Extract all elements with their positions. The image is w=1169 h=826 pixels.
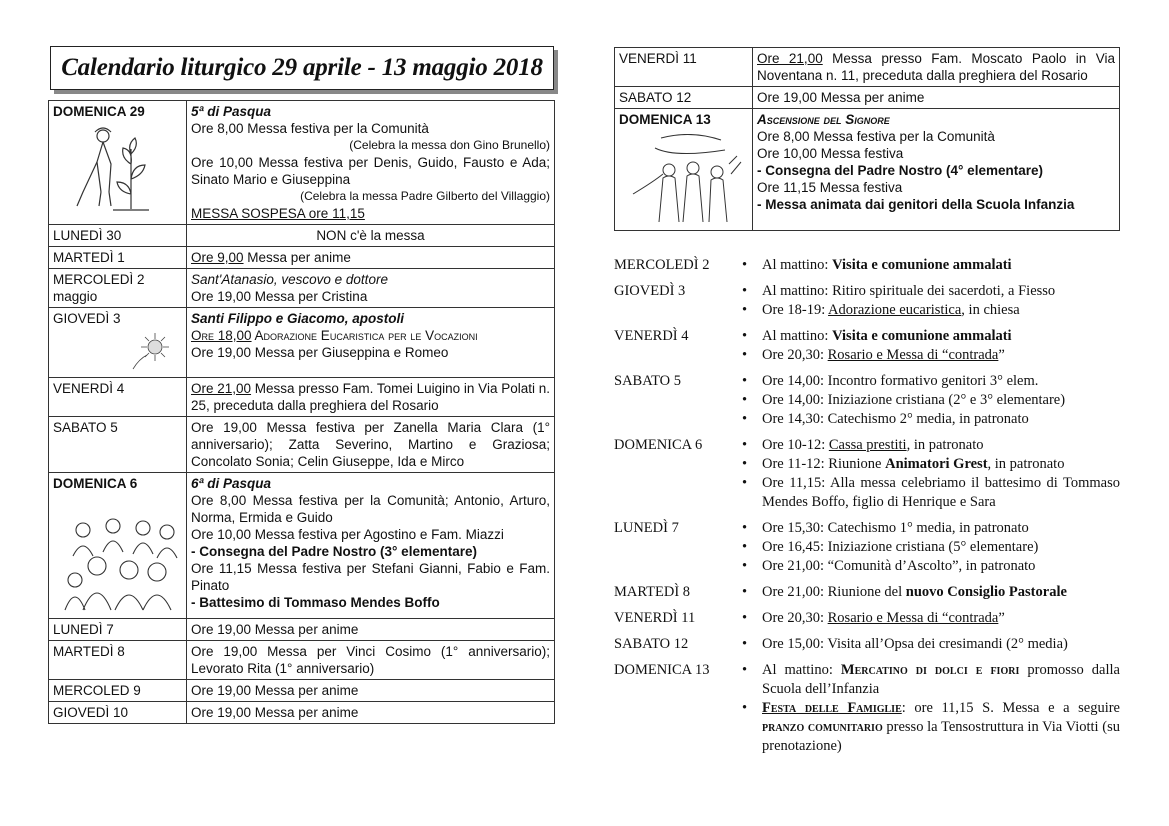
event-bullets [736,372,1120,429]
time-underlined: Ore 18,00 [191,328,252,343]
event-text: Ore 19,00 Messa per Cristina [191,289,368,304]
day-label: VENERDÌ 4 [53,381,125,396]
event-line [191,120,550,137]
event-bullets [736,436,1120,512]
event-line [191,526,550,543]
events-cell [187,269,555,308]
event-day: LUNEDÌ 7 [614,520,679,536]
calendar-row [615,109,1120,231]
event-group [614,583,1120,602]
event-bullets [736,609,1120,628]
event-text: Ascensione del Signore [757,112,890,127]
event-text: Messa presso Fam. Moscato Paolo in Via Noventana n. 11, preceduta dalla preghiera del Rosario [757,51,1115,83]
crowd-illustration [63,516,181,612]
calendar-row [49,473,555,619]
event-item-text: Cassa prestiti [828,437,907,453]
event-group [614,635,1120,654]
event-item-text: ” [998,610,1005,626]
event-line [191,249,550,266]
event-item [736,609,1120,628]
day-cell [49,225,187,247]
event-line [191,682,550,699]
event-item [736,301,1120,320]
time-underlined: Ore 9,00 [191,250,244,265]
day-label: LUNEDÌ 7 [53,622,114,637]
event-text: Messa presso Fam. Tomei Luigino in Via Polati n. 25, preceduta dalla preghiera del Rosario [191,381,550,413]
event-line [757,196,1115,213]
event-line [191,154,550,188]
events-cell [187,641,555,680]
calendar-row [615,87,1120,109]
event-item-text: Ore 20,30: [762,347,828,363]
time-underlined: Ore 21,00 [191,381,252,396]
event-group [614,519,1120,576]
event-item-text: pranzo comunitario [762,719,883,735]
event-item [736,455,1120,474]
event-day: GIOVEDÌ 3 [614,283,686,299]
event-line [757,89,1115,106]
event-group [614,436,1120,512]
event-text: Ore 19,00 Messa per anime [191,705,359,720]
event-item-text: Al mattino: [762,257,833,273]
event-item-text: Adorazione eucaristica [828,302,962,318]
events-cell [187,417,555,473]
calendar-row [49,308,555,378]
day-label: LUNEDÌ 30 [53,228,122,243]
event-line [191,288,550,305]
event-text: Ore 10,00 Messa festiva per Denis, Guido, Fausto e Ada; Sinato Mario e Giuseppina [191,155,550,187]
event-group [614,282,1120,320]
event-item [736,436,1120,455]
event-text: - Consegna del Padre Nostro (4° elementare) [757,163,1043,178]
events-list [614,256,1120,763]
events-cell [187,702,555,724]
illustration [129,329,182,375]
event-line [191,327,550,344]
event-item-text: Rosario e Messa di “contrada [827,347,999,363]
day-label: DOMENICA 13 [619,112,711,127]
events-cell [187,473,555,619]
right-calendar-table [614,47,1120,231]
day-cell [615,87,753,109]
events-cell [187,308,555,378]
event-text: Santi Filippo e Giacomo, apostoli [191,311,405,326]
event-group [614,661,1120,756]
calendar-row [49,702,555,724]
event-item [736,391,1120,410]
event-item-text: Ore 16,45: Iniziazione cristiana (5° elementare) [762,539,1039,555]
event-item [736,346,1120,365]
event-text: Ore 10,00 Messa festiva per Agostino e Fam. Miazzi [191,527,504,542]
event-item-text: Ore 21,00: Riunione del [762,584,906,600]
day-label: MARTEDÌ 8 [53,644,125,659]
event-item [736,699,1120,756]
event-item-text: Ore 15,30: Catechismo 1° media, in patronato [762,520,1029,536]
event-item-text: Ore 21,00: “Comunità d’Ascolto”, in patronato [762,558,1036,574]
day-cell [49,641,187,680]
event-text: (Celebra la messa Padre Gilberto del Villaggio) [300,189,550,203]
day-label: DOMENICA 29 [53,104,145,119]
calendar-row [49,641,555,680]
event-text: Ore 11,15 Messa festiva per Stefani Gianni, Fabio e Fam. Pinato [191,561,550,593]
event-item [736,583,1120,602]
event-item-text: Festa delle Famiglie [762,700,902,716]
event-group [614,256,1120,275]
day-label: GIOVEDÌ 10 [53,705,129,720]
event-item-text: Ore 11,15: Alla messa celebriamo il battesimo di Tommaso Mendes Boffo, figlio di Henrique e Sara [762,475,1120,510]
day-cell [49,473,187,619]
event-item-text: Visita e comunione ammalati [832,328,1012,344]
day-label: DOMENICA 6 [53,476,138,491]
event-day: DOMENICA 6 [614,437,703,453]
event-group [614,609,1120,628]
event-line [757,128,1115,145]
event-line [191,137,550,154]
calendar-row [49,247,555,269]
day-label: MERCOLED 9 [53,683,141,698]
event-item-text: Animatori Grest [885,456,988,472]
event-item [736,538,1120,557]
event-item-text: , in patronato [906,437,984,453]
event-text: Ore 19,00 Messa per anime [191,683,359,698]
event-line [191,543,550,560]
events-cell [187,619,555,641]
event-item [736,372,1120,391]
event-item [736,474,1120,512]
event-line [191,188,550,205]
event-line [191,560,550,594]
events-cell [187,101,555,225]
event-line [191,594,550,611]
event-bullets [736,635,1120,654]
event-line [191,380,550,414]
event-day: MERCOLEDÌ 2 [614,257,710,273]
event-item-text: ” [998,347,1005,363]
event-item [736,282,1120,301]
event-item [736,256,1120,275]
event-bullets [736,661,1120,756]
events-cell [753,48,1120,87]
event-text: Sant'Atanasio, vescovo e dottore [191,272,388,287]
event-item-text: Ore 15,00: Visita all’Opsa dei cresimandi (2° media) [762,636,1068,652]
event-text: Ore 19,00 Messa per Vinci Cosimo (1° anniversario); Levorato Rita (1° anniversario) [191,644,550,676]
event-item [736,327,1120,346]
event-line [757,50,1115,84]
event-item-text: Al mattino: Ritiro spirituale dei sacerdoti, a Fiesso [762,283,1056,299]
event-bullets [736,519,1120,576]
event-item-text: : ore 11,15 S. Messa e a seguire [901,700,1120,716]
event-group [614,327,1120,365]
event-bullets [736,583,1120,602]
illustration [63,516,182,616]
event-item-text: Ore 10-12: [762,437,829,453]
event-text: Ore 8,00 Messa festiva per la Comunità; Antonio, Arturo, Norma, Ermida e Guido [191,493,550,525]
day-label: MERCOLEDÌ 2 maggio [53,272,145,304]
event-text: Ore 19,00 Messa per anime [191,622,359,637]
event-item [736,557,1120,576]
day-cell [49,619,187,641]
monstrance-illustration [129,329,171,371]
event-item-text: Mercatino di dolci e fiori [840,662,1020,678]
events-cell [187,225,555,247]
day-cell [49,269,187,308]
left-calendar-table [48,100,555,724]
day-cell [49,101,187,225]
calendar-row [49,417,555,473]
event-item [736,635,1120,654]
day-cell [615,109,753,231]
event-text: (Celebra la messa don Gino Brunello) [349,138,550,152]
calendar-row [49,225,555,247]
calendar-row [49,619,555,641]
event-text: Ore 19,00 Messa festiva per Zanella Maria Clara (1° anniversario); Zatta Severino, Martino e Graziosa; Concolato Sonia; Celin Giuseppe, Ida e Mirco [191,420,550,469]
event-text: Ore 19,00 Messa per Giuseppina e Romeo [191,345,449,360]
event-item-text: Ore 14,00: Incontro formativo genitori 3° elem. [762,373,1039,389]
event-item-text: Ore 18-19: [762,302,829,318]
calendar-row [49,680,555,702]
event-text: MESSA SOSPESA ore 11,15 [191,206,365,221]
event-line [191,492,550,526]
event-line [191,271,550,288]
event-day: SABATO 5 [614,373,682,389]
event-text: Ore 10,00 Messa festiva [757,146,904,161]
event-line [191,704,550,721]
event-item-text: promosso dalla Scuola dell’Infanzia [762,662,1120,697]
event-text: Ore 11,15 Messa festiva [757,180,903,195]
gardener-illustration [73,124,153,214]
event-item [736,661,1120,699]
illustration [73,124,182,218]
event-text: 5ª di Pasqua [191,104,272,119]
events-cell [187,680,555,702]
event-text: 6ª di Pasqua [191,476,272,491]
event-day: MARTEDÌ 8 [614,584,691,600]
event-item-text: Ore 11-12: Riunione [762,456,886,472]
events-cell [187,378,555,417]
ascension-illustration [631,134,743,224]
event-line [191,621,550,638]
event-line [191,419,550,470]
events-cell [753,109,1120,231]
event-text: Adorazione Eucaristica per le Vocazioni [251,328,478,343]
event-item-text: Ore 20,30: [762,610,828,626]
event-line [191,344,550,361]
event-item-text: , in chiesa [961,302,1020,318]
calendar-row [49,101,555,225]
event-item-text: nuovo Consiglio Pastorale [905,584,1067,600]
event-line [191,643,550,677]
event-line [191,475,550,492]
event-day: SABATO 12 [614,636,689,652]
event-day: DOMENICA 13 [614,662,710,678]
event-item-text: Rosario e Messa di “contrada [827,610,999,626]
event-item-text: Ore 14,00: Iniziazione cristiana (2° e 3° elementare) [762,392,1066,408]
event-group [614,372,1120,429]
event-item [736,410,1120,429]
time-underlined: Ore 21,00 [757,51,823,66]
event-text: Ore 8,00 Messa festiva per la Comunità [757,129,995,144]
calendar-row [49,269,555,308]
event-item-text: , in patronato [987,456,1065,472]
event-line [191,205,550,222]
event-line [191,103,550,120]
day-label: GIOVEDÌ 3 [53,311,121,326]
day-cell [615,48,753,87]
event-day: VENERDÌ 11 [614,610,696,626]
event-line [757,179,1115,196]
event-line [757,111,1115,128]
events-cell [187,247,555,269]
day-cell [49,378,187,417]
event-text: NON c'è la messa [316,228,425,243]
event-text: Messa per anime [243,250,351,265]
event-item-text: Ore 14,30: Catechismo 2° media, in patronato [762,411,1029,427]
event-bullets [736,282,1120,320]
day-cell [49,247,187,269]
event-bullets [736,256,1120,275]
page-title: Calendario liturgico 29 aprile - 13 maggio 2018 [61,54,543,81]
title-box [50,46,554,90]
event-line [757,162,1115,179]
day-cell [49,680,187,702]
day-cell [49,417,187,473]
event-line [757,145,1115,162]
events-cell [753,87,1120,109]
illustration [631,134,748,228]
day-label: VENERDÌ 11 [619,51,697,66]
day-label: MARTEDÌ 1 [53,250,125,265]
day-label: SABATO 5 [53,420,118,435]
event-line [191,227,550,244]
day-cell [49,702,187,724]
event-line [191,310,550,327]
event-item [736,519,1120,538]
calendar-row [615,48,1120,87]
event-text: Ore 19,00 Messa per anime [757,90,925,105]
event-bullets [736,327,1120,365]
day-label: SABATO 12 [619,90,692,105]
event-text: - Messa animata dai genitori della Scuola Infanzia [757,197,1075,212]
event-item-text: Visita e comunione ammalati [832,257,1012,273]
event-text: Ore 8,00 Messa festiva per la Comunità [191,121,429,136]
event-text: - Consegna del Padre Nostro (3° elementare) [191,544,477,559]
event-item-text: Al mattino: [762,662,841,678]
event-item-text: Al mattino: [762,328,833,344]
event-day: VENERDÌ 4 [614,328,689,344]
calendar-row [49,378,555,417]
day-cell [49,308,187,378]
event-text: - Battesimo di Tommaso Mendes Boffo [191,595,440,610]
event-item-text: presso la Tensostruttura in Via Viotti (su prenotazione) [762,719,1120,754]
